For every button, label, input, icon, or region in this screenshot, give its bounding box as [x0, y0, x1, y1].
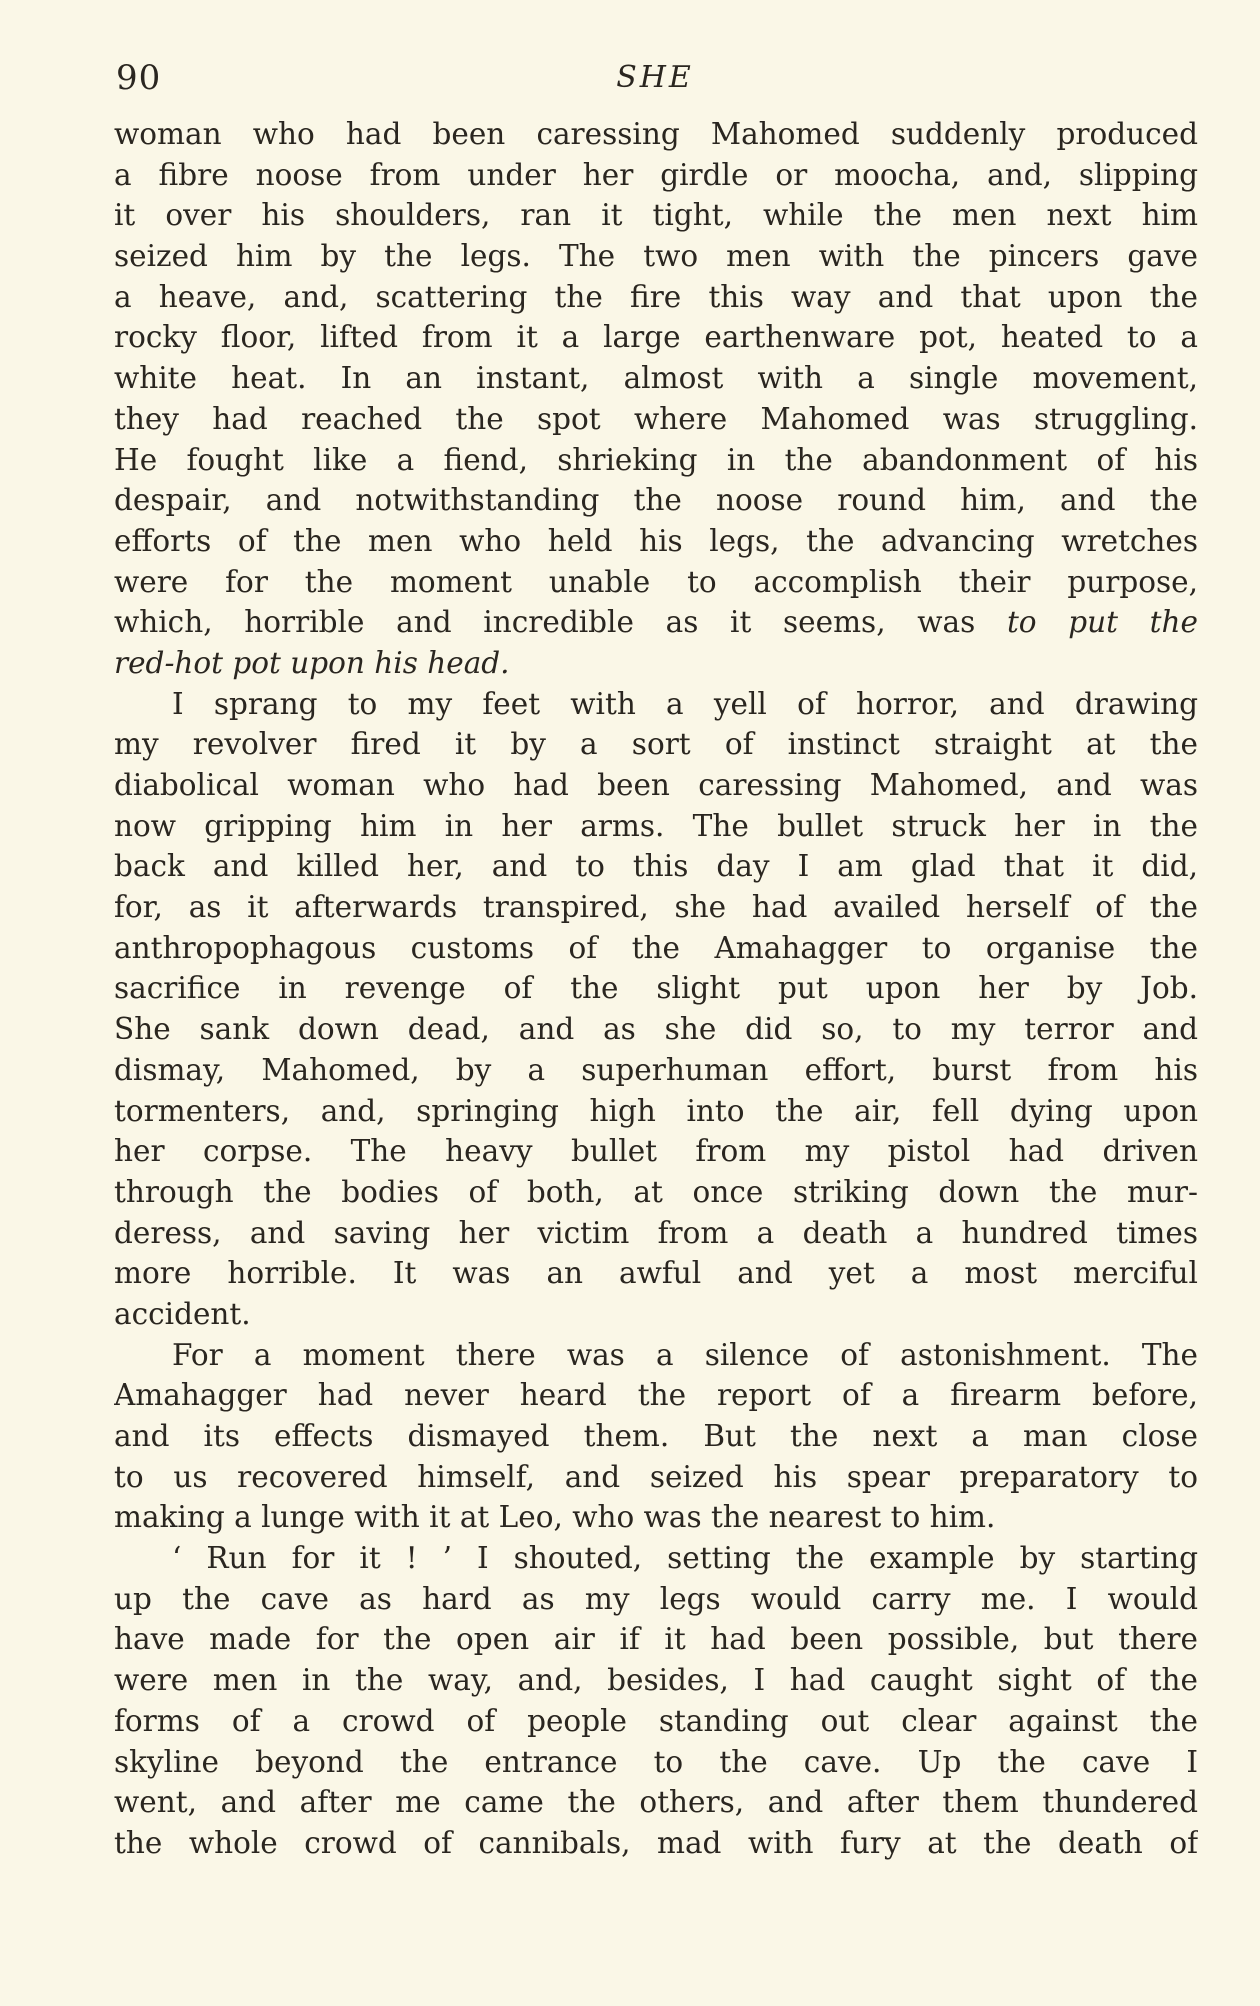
text-segment: making a lunge with it at Leo, who was the nearest to him. [114, 1500, 996, 1535]
text-segment: efforts of the men who held his legs, the advancing wretches [114, 523, 1198, 558]
text-line [114, 1823, 1198, 1864]
text-line [114, 440, 1198, 481]
text-segment: white heat. In an instant, almost with a single movement, [114, 361, 1198, 396]
text-segment: accident. [114, 1296, 251, 1331]
text-segment: a heave, and, scattering the fire this way and that upon the [114, 279, 1198, 314]
italic-text: red-hot pot upon his head. [114, 645, 510, 680]
text-segment: seized him by the legs. The two men with the pincers gave [114, 239, 1198, 274]
text-line [114, 765, 1198, 806]
text-line [114, 602, 1198, 643]
text-line [114, 1172, 1198, 1213]
text-segment: my revolver fired it by a sort of instinct straight at the [114, 727, 1198, 762]
text-line [114, 155, 1198, 196]
paragraph [114, 114, 1198, 684]
text-line [114, 1701, 1198, 1742]
text-line [114, 1416, 1198, 1457]
text-segment: He fought like a fiend, shrieking in the abandonment of his [114, 442, 1198, 477]
text-segment: deress, and saving her victim from a death a hundred times [114, 1215, 1198, 1250]
text-segment: woman who had been caressing Mahomed suddenly produced [114, 117, 1198, 151]
text-line [114, 1213, 1198, 1254]
text-segment: for, as it afterwards transpired, she had availed herself of the [114, 890, 1198, 925]
paragraph [114, 1538, 1198, 1864]
text-line [114, 806, 1198, 847]
text-line [114, 846, 1198, 887]
italic-text: to put the [1006, 605, 1198, 640]
text-segment: it over his shoulders, ran it tight, while the men next him [114, 198, 1198, 233]
text-segment: to us recovered himself, and seized his spear preparatory to [114, 1459, 1198, 1494]
text-line [114, 1579, 1198, 1620]
text-line [114, 1294, 1198, 1335]
paragraph [114, 1335, 1198, 1538]
text-line [114, 277, 1198, 318]
text-segment: through the bodies of both, at once striking down the mur- [114, 1174, 1198, 1209]
body-text [114, 114, 1198, 1864]
text-line [114, 1253, 1198, 1294]
text-line [114, 1538, 1198, 1579]
text-segment: dismay, Mahomed, by a superhuman effort, burst from his [114, 1052, 1198, 1087]
text-segment: went, and after me came the others, and after them thundered [114, 1785, 1198, 1820]
text-line [114, 521, 1198, 562]
text-line [114, 236, 1198, 277]
text-segment: were men in the way, and, besides, I had caught sight of the [114, 1663, 1198, 1698]
text-line [114, 1131, 1198, 1172]
text-segment: anthropophagous customs of the Amahagger to organise the [114, 930, 1198, 965]
text-segment: more horrible. It was an awful and yet a most merciful [114, 1256, 1198, 1291]
text-segment: the whole crowd of cannibals, mad with fury at the death of [114, 1825, 1198, 1860]
text-segment: up the cave as hard as my legs would carry me. I would [114, 1581, 1198, 1616]
text-segment: were for the moment unable to accomplish their purpose, [114, 564, 1198, 599]
text-line [114, 195, 1198, 236]
text-segment: despair, and notwithstanding the noose round him, and the [114, 483, 1198, 518]
text-line [114, 562, 1198, 603]
text-line [114, 1742, 1198, 1783]
text-line [114, 1782, 1198, 1823]
text-segment: Amahagger had never heard the report of a firearm before, [114, 1378, 1198, 1413]
text-segment: forms of a crowd of people standing out clear against the [114, 1703, 1198, 1738]
text-segment: back and killed her, and to this day I am glad that it did, [114, 849, 1198, 884]
text-segment: which, horrible and incredible as it seems, was [114, 605, 1007, 640]
running-title: SHE [616, 60, 694, 95]
text-line [114, 928, 1198, 969]
text-line [114, 643, 1198, 684]
text-segment: ‘ Run for it ! ’ I shouted, setting the example by starting [172, 1541, 1198, 1576]
text-line [114, 1050, 1198, 1091]
text-segment: her corpse. The heavy bullet from my pistol had driven [114, 1134, 1198, 1169]
text-line [114, 1335, 1198, 1376]
text-line [114, 887, 1198, 928]
text-line [114, 317, 1198, 358]
text-line [114, 1091, 1198, 1132]
text-segment: I sprang to my feet with a yell of horror, and drawing [172, 686, 1198, 721]
text-segment: have made for the open air if it had been possible, but there [114, 1622, 1198, 1657]
text-line [114, 114, 1198, 155]
text-line [114, 399, 1198, 440]
page-number: 90 [116, 58, 162, 98]
text-segment: rocky floor, lifted from it a large earthenware pot, heated to a [114, 320, 1198, 355]
text-segment: She sank down dead, and as she did so, to my terror and [114, 1012, 1198, 1047]
text-line [114, 1497, 1198, 1538]
text-line [114, 1457, 1198, 1498]
text-segment: skyline beyond the entrance to the cave. Up the cave I [114, 1744, 1198, 1779]
text-line [114, 968, 1198, 1009]
text-segment: tormenters, and, springing high into the air, fell dying upon [114, 1093, 1198, 1128]
running-head [112, 56, 1198, 106]
text-segment: now gripping him in her arms. The bullet struck her in the [114, 808, 1198, 843]
text-line [114, 684, 1198, 725]
text-segment: they had reached the spot where Mahomed was struggling. [114, 401, 1198, 436]
paragraph [114, 684, 1198, 1335]
text-segment: sacrifice in revenge of the slight put upon her by Job. [114, 971, 1198, 1006]
text-segment: a fibre noose from under her girdle or moocha, and, slipping [114, 157, 1198, 192]
text-line [114, 1375, 1198, 1416]
text-line [114, 724, 1198, 765]
text-segment: For a moment there was a silence of astonishment. The [172, 1337, 1198, 1372]
text-segment: and its effects dismayed them. But the next a man close [114, 1419, 1198, 1453]
text-segment: diabolical woman who had been caressing Mahomed, and was [114, 768, 1198, 802]
text-line [114, 1009, 1198, 1050]
text-line [114, 480, 1198, 521]
text-line [114, 1619, 1198, 1660]
text-line [114, 1660, 1198, 1701]
text-line [114, 358, 1198, 399]
